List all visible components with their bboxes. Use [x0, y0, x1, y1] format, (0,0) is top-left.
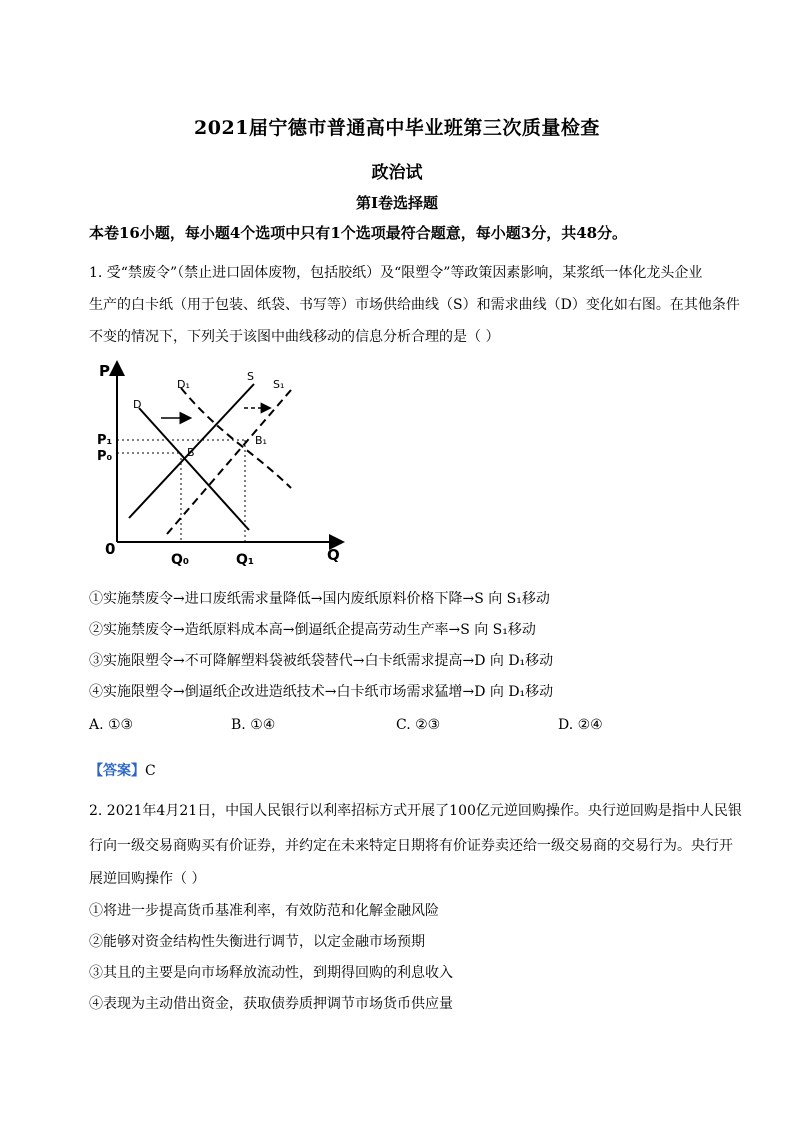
- demand-curve-d: [139, 408, 249, 530]
- q-axis-label: Q: [327, 546, 340, 564]
- exam-subtitle: 政治试: [371, 163, 423, 183]
- p0-label: P₀: [97, 449, 113, 464]
- q2-statement-3: ③其且的主要是向市场释放流动性，到期得回购的利息收入: [89, 965, 453, 981]
- q2-stem-line-3: 展逆回购操作（ ）: [89, 871, 206, 887]
- b-label: B: [187, 446, 195, 459]
- s-label: S: [247, 370, 254, 383]
- p1-label: P₁: [97, 433, 113, 448]
- q1-option-c: C. ②③: [396, 717, 441, 733]
- q2-statement-4: ④表现为主动借出资金，获取债券质押调节市场货币供应量: [89, 996, 453, 1012]
- origin-label: 0: [105, 540, 116, 558]
- q1-option-d: D. ②④: [558, 717, 603, 733]
- q2-statement-2: ②能够对资金结构性失衡进行调节，以定金融市场预期: [89, 934, 425, 950]
- q2-statement-1: ①将进一步提高货币基准利率，有效防范和化解金融风险: [89, 903, 439, 919]
- q1-stem-line-3: 不变的情况下，下列关于该图中曲线移动的信息分析合理的是（ ）: [89, 329, 500, 345]
- q1-statement-1: ①实施禁废令→进口废纸需求量降低→国内废纸原料价格下降→S 向 S₁移动: [89, 591, 550, 607]
- q1-statement-2: ②实施禁废令→造纸原料成本高→倒逼纸企提高劳动生产率→S 向 S₁移动: [89, 622, 536, 638]
- q1-answer: [89, 760, 156, 780]
- q2-stem-line-1: 2. 2021年4月21日，中国人民银行以利率招标方式开展了100亿元逆回购操作。央行逆回购是指中人民银: [89, 803, 742, 819]
- b1-label: B₁: [255, 434, 267, 447]
- q1-statement-4: ④实施限塑令→倒逼纸企改进造纸技术→白卡纸市场需求猛增→D 向 D₁移动: [89, 684, 554, 700]
- s1-label: S₁: [273, 378, 285, 391]
- answer-value: C: [145, 763, 156, 779]
- p-axis-label: P: [99, 362, 110, 380]
- q1-statement-3: ③实施限塑令→不可降解塑料袋被纸袋替代→白卡纸需求提高→D 向 D₁移动: [89, 653, 554, 669]
- answer-tag: 【答案】: [89, 763, 145, 779]
- q1-label: Q₁: [236, 552, 255, 568]
- q1-stem-line-2: 生产的白卡纸（用于包装、纸袋、书写等）市场供给曲线（S）和需求曲线（D）变化如右图。在其他条件: [89, 297, 740, 313]
- q1-stem-line-1: 1. 受“禁废令”（禁止进口固体废物，包括胶纸）及“限塑令”等政策因素影响，某浆纸一体化龙头企业: [89, 265, 703, 281]
- d-label: D: [133, 398, 142, 411]
- q0-label: Q₀: [171, 552, 190, 568]
- supply-demand-graph: [89, 356, 359, 576]
- exam-title: 2021届宁德市普通高中毕业班第三次质量检查: [194, 117, 600, 139]
- q1-option-a: A. ①③: [89, 717, 134, 733]
- section-heading: 第I卷选择题: [355, 194, 439, 212]
- instructions: 本卷16小题，每小题4个选项中只有1个选项最符合题意，每小题3分，共48分。: [89, 224, 628, 242]
- q2-stem-line-2: 行向一级交易商购买有价证券，并约定在未来特定日期将有价证券卖还给一级交易商的交易行为。央行开: [89, 838, 733, 854]
- q1-option-b: B. ①④: [231, 717, 276, 733]
- d1-label: D₁: [177, 378, 190, 391]
